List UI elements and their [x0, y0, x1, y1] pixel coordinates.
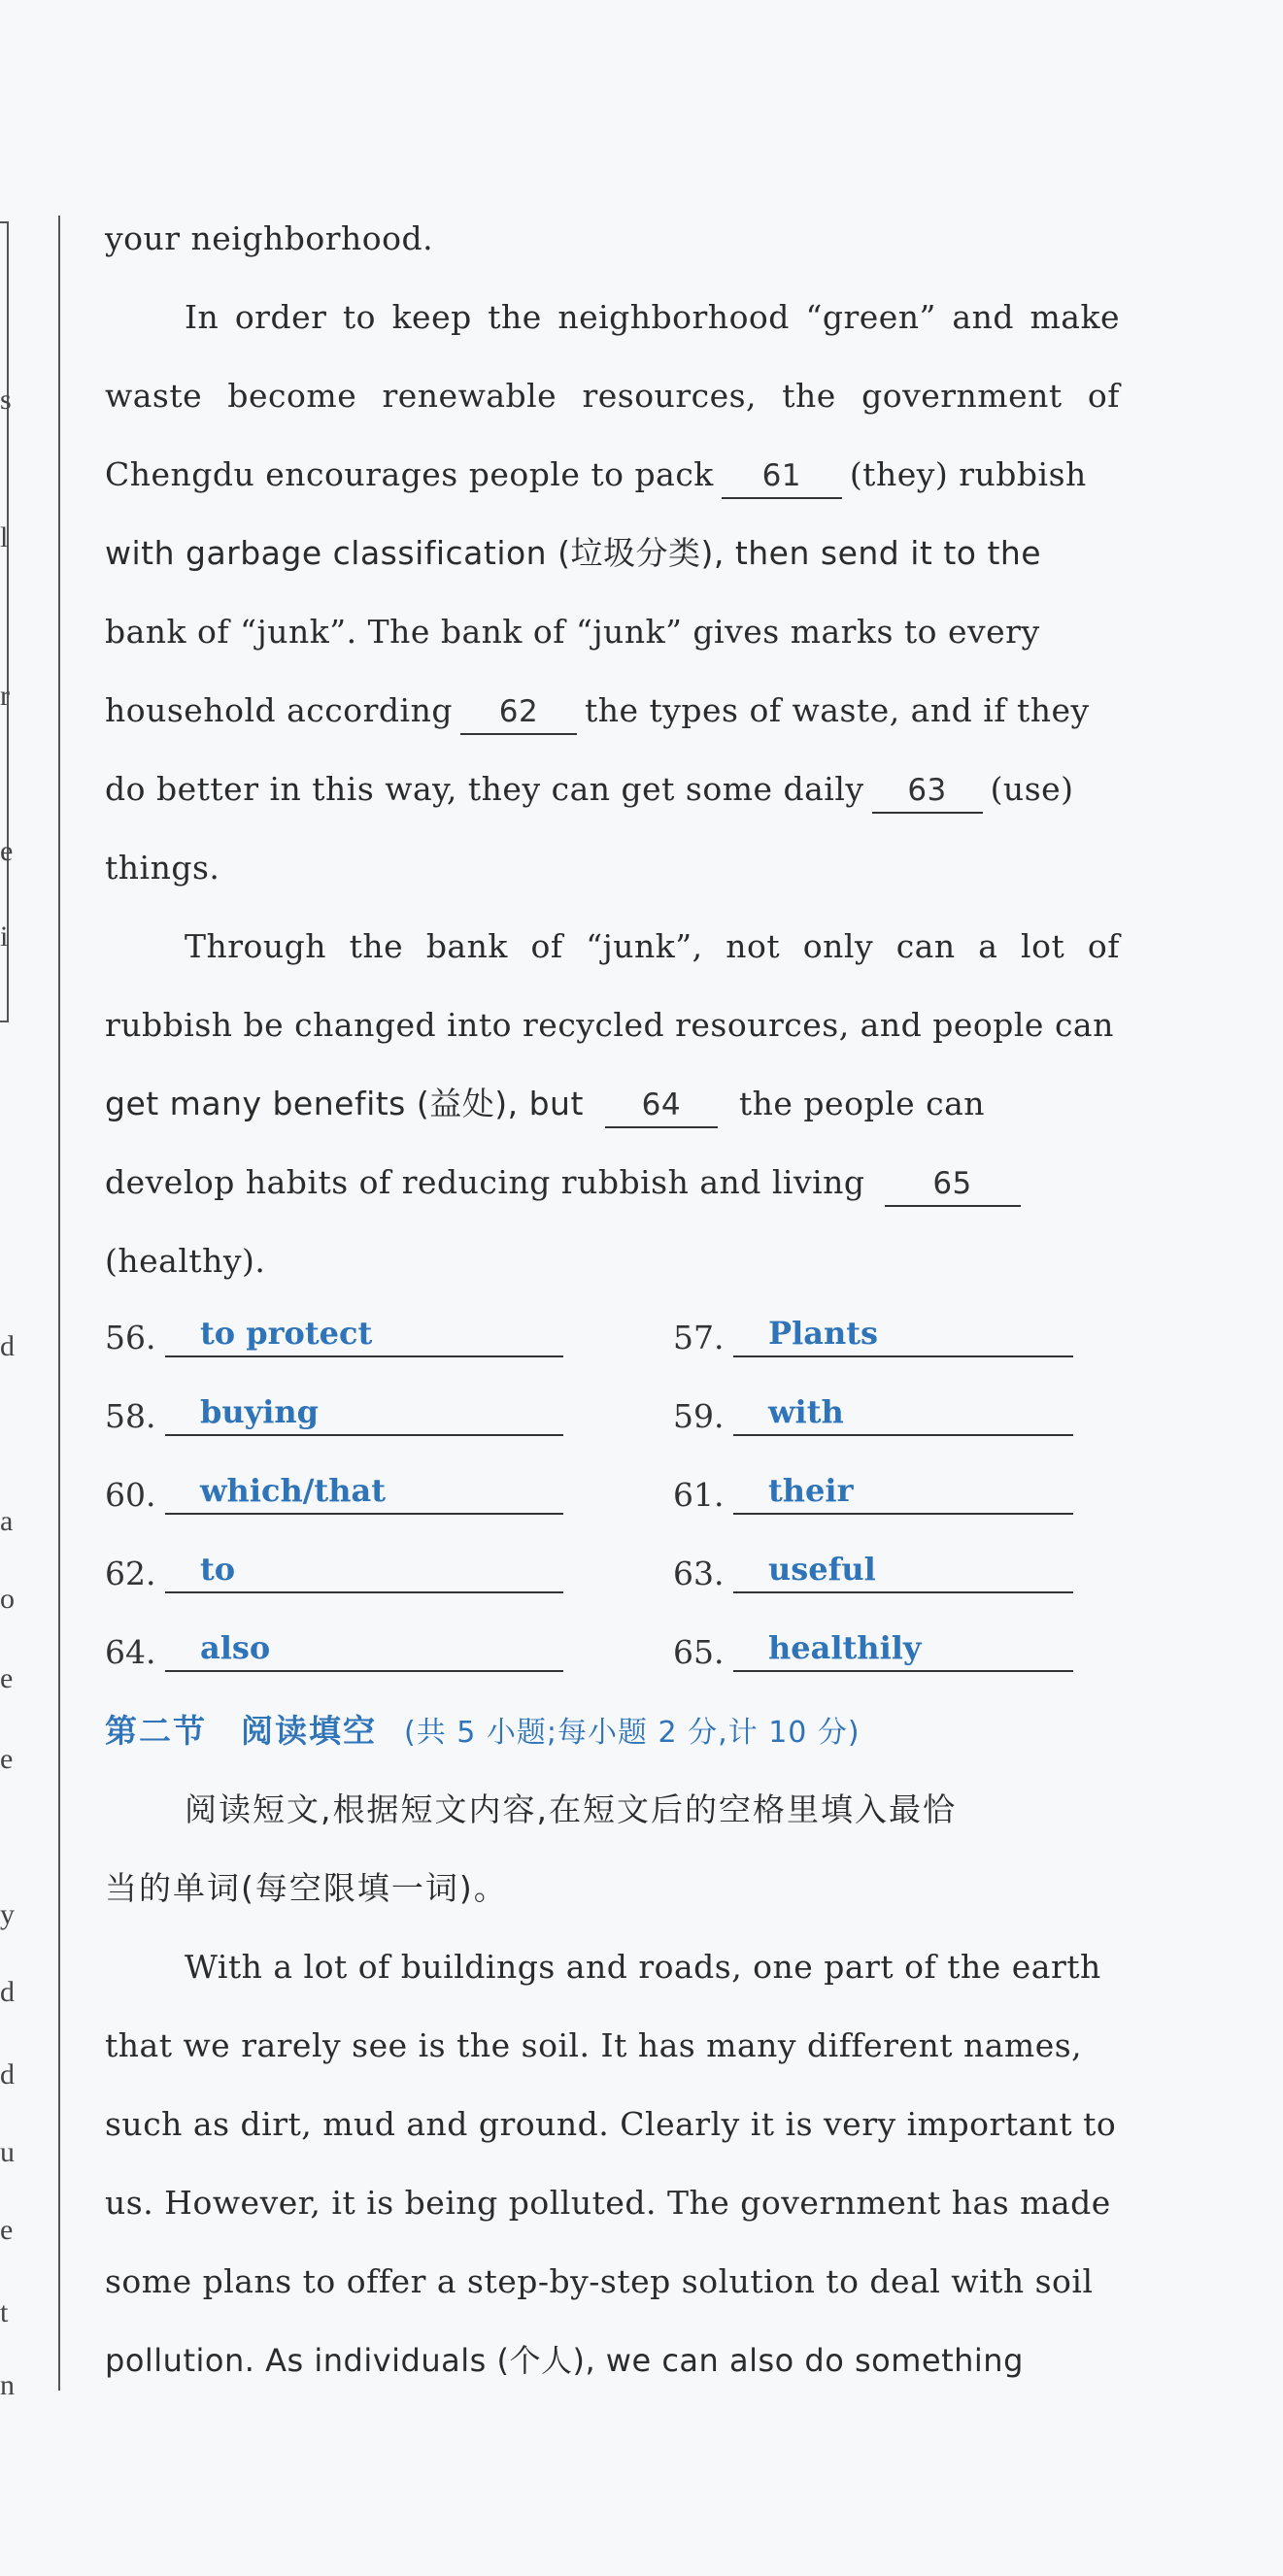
- text-span: do better in this way, they can get some daily: [105, 770, 864, 808]
- answer-65: 65. healthily: [673, 1623, 1073, 1682]
- word: to: [342, 298, 377, 336]
- margin-fragment: n: [0, 2369, 15, 2401]
- section-meta: (共 5 小题;每小题 2 分,计 10 分): [404, 1716, 861, 1750]
- text-span: with garbage classification (垃圾分类), then send it to the: [105, 534, 1042, 572]
- answer-58: 58. buying: [105, 1388, 563, 1446]
- margin-fragment: r: [0, 680, 10, 712]
- word: not: [726, 927, 781, 965]
- answer-61: 61. their: [673, 1466, 1073, 1524]
- blank-62: 62: [460, 690, 577, 735]
- text-line: [105, 288, 1120, 347]
- text-span: (they) rubbish: [849, 455, 1087, 493]
- margin-fragment: d: [0, 1330, 15, 1362]
- margin-fragment: e: [0, 835, 14, 867]
- text-line: [105, 760, 1120, 819]
- word: of: [1087, 377, 1120, 415]
- text-span: develop habits of reducing rubbish and living: [105, 1163, 865, 1201]
- text-line: things.: [105, 849, 220, 887]
- blank-64: 64: [605, 1084, 718, 1128]
- answer-62: 62. to: [105, 1545, 563, 1603]
- answer-63: 63. useful: [673, 1545, 1073, 1603]
- word: waste: [105, 377, 203, 415]
- word: neighborhood: [557, 298, 790, 336]
- word: In: [185, 298, 219, 336]
- text-line: bank of “junk”. The bank of “junk” gives marks to every: [105, 613, 1040, 651]
- instruction-line: 阅读短文,根据短文内容,在短文后的空格里填入最恰: [185, 1790, 957, 1828]
- word: Through: [185, 927, 327, 965]
- word: resources,: [582, 377, 758, 415]
- margin-fragment: y: [0, 1898, 15, 1930]
- word: the: [488, 298, 542, 336]
- text-line: [105, 367, 1120, 425]
- column-rule: [58, 216, 60, 2391]
- text-span: (use): [990, 770, 1074, 808]
- section-heading: [105, 1702, 861, 1762]
- margin-fragment: d: [0, 2058, 15, 2091]
- text-line: some plans to offer a step-by-step solution to deal with soil: [105, 2262, 1094, 2300]
- margin-fragment: e: [0, 1662, 14, 1694]
- blank-63: 63: [872, 769, 983, 814]
- text-line: such as dirt, mud and ground. Clearly it is very important to: [105, 2105, 1117, 2143]
- text-line: [105, 446, 1120, 504]
- margin-fragment: e: [0, 2214, 14, 2246]
- word: become: [227, 377, 357, 415]
- text-line: With a lot of buildings and roads, one part of the earth: [185, 1948, 1101, 1986]
- word: renewable: [382, 377, 557, 415]
- word: lot: [1021, 927, 1065, 965]
- word: “green”: [805, 298, 936, 336]
- text-line: [105, 1075, 1120, 1133]
- answer-59: 59. with: [673, 1388, 1073, 1446]
- word: government: [861, 377, 1063, 415]
- text-line: that we rarely see is the soil. It has many different names,: [105, 2026, 1083, 2064]
- text-line: [105, 918, 1120, 976]
- word: can: [895, 927, 956, 965]
- margin-fragment: d: [0, 1976, 15, 2008]
- blank-61: 61: [722, 454, 842, 499]
- answer-56: 56. to protect: [105, 1309, 563, 1367]
- word: order: [234, 298, 327, 336]
- text-line: your neighborhood.: [105, 219, 434, 257]
- word: and: [952, 298, 1014, 336]
- margin-fragment: l: [0, 521, 9, 553]
- word: a: [978, 927, 998, 965]
- section-title: 第二节 阅读填空: [105, 1712, 377, 1750]
- word: keep: [391, 298, 472, 336]
- answer-60: 60. which/that: [105, 1466, 563, 1524]
- text-span: the types of waste, and if they: [584, 691, 1090, 729]
- margin-fragment: a: [0, 1505, 14, 1537]
- answer-64: 64. also: [105, 1623, 563, 1682]
- text-span: household according: [105, 691, 453, 729]
- margin-fragment: i: [0, 920, 9, 953]
- text-line: pollution. As individuals (个人), we can also do something: [105, 2342, 1024, 2379]
- word: the: [349, 927, 404, 965]
- word: of: [1087, 927, 1120, 965]
- text-line: us. However, it is being polluted. The government has made: [105, 2184, 1111, 2222]
- word: make: [1030, 298, 1120, 336]
- word: the: [782, 377, 836, 415]
- left-page-edge-box: [0, 221, 9, 1022]
- word: bank: [425, 927, 508, 965]
- answer-57: 57. Plants: [673, 1309, 1073, 1367]
- text-line: [105, 1154, 1120, 1212]
- word: “junk”,: [586, 927, 703, 965]
- word: of: [530, 927, 563, 965]
- margin-fragment: o: [0, 1583, 15, 1615]
- text-line: [105, 524, 1120, 583]
- text-span: Chengdu encourages people to pack: [105, 455, 714, 493]
- text-span: get many benefits (益处), but: [105, 1085, 584, 1122]
- instruction-line: 当的单词(每空限填一词)。: [105, 1869, 508, 1907]
- margin-fragment: e: [0, 1743, 14, 1775]
- word: only: [802, 927, 874, 965]
- text-line: (healthy).: [105, 1242, 266, 1280]
- text-line: [105, 682, 1120, 740]
- text-span: the people can: [738, 1085, 986, 1122]
- margin-fragment: t: [0, 2296, 9, 2328]
- text-line: rubbish be changed into recycled resources, and people can: [105, 1006, 1114, 1044]
- margin-fragment: u: [0, 2136, 15, 2168]
- blank-65: 65: [885, 1162, 1021, 1207]
- margin-fragment: s: [0, 384, 12, 416]
